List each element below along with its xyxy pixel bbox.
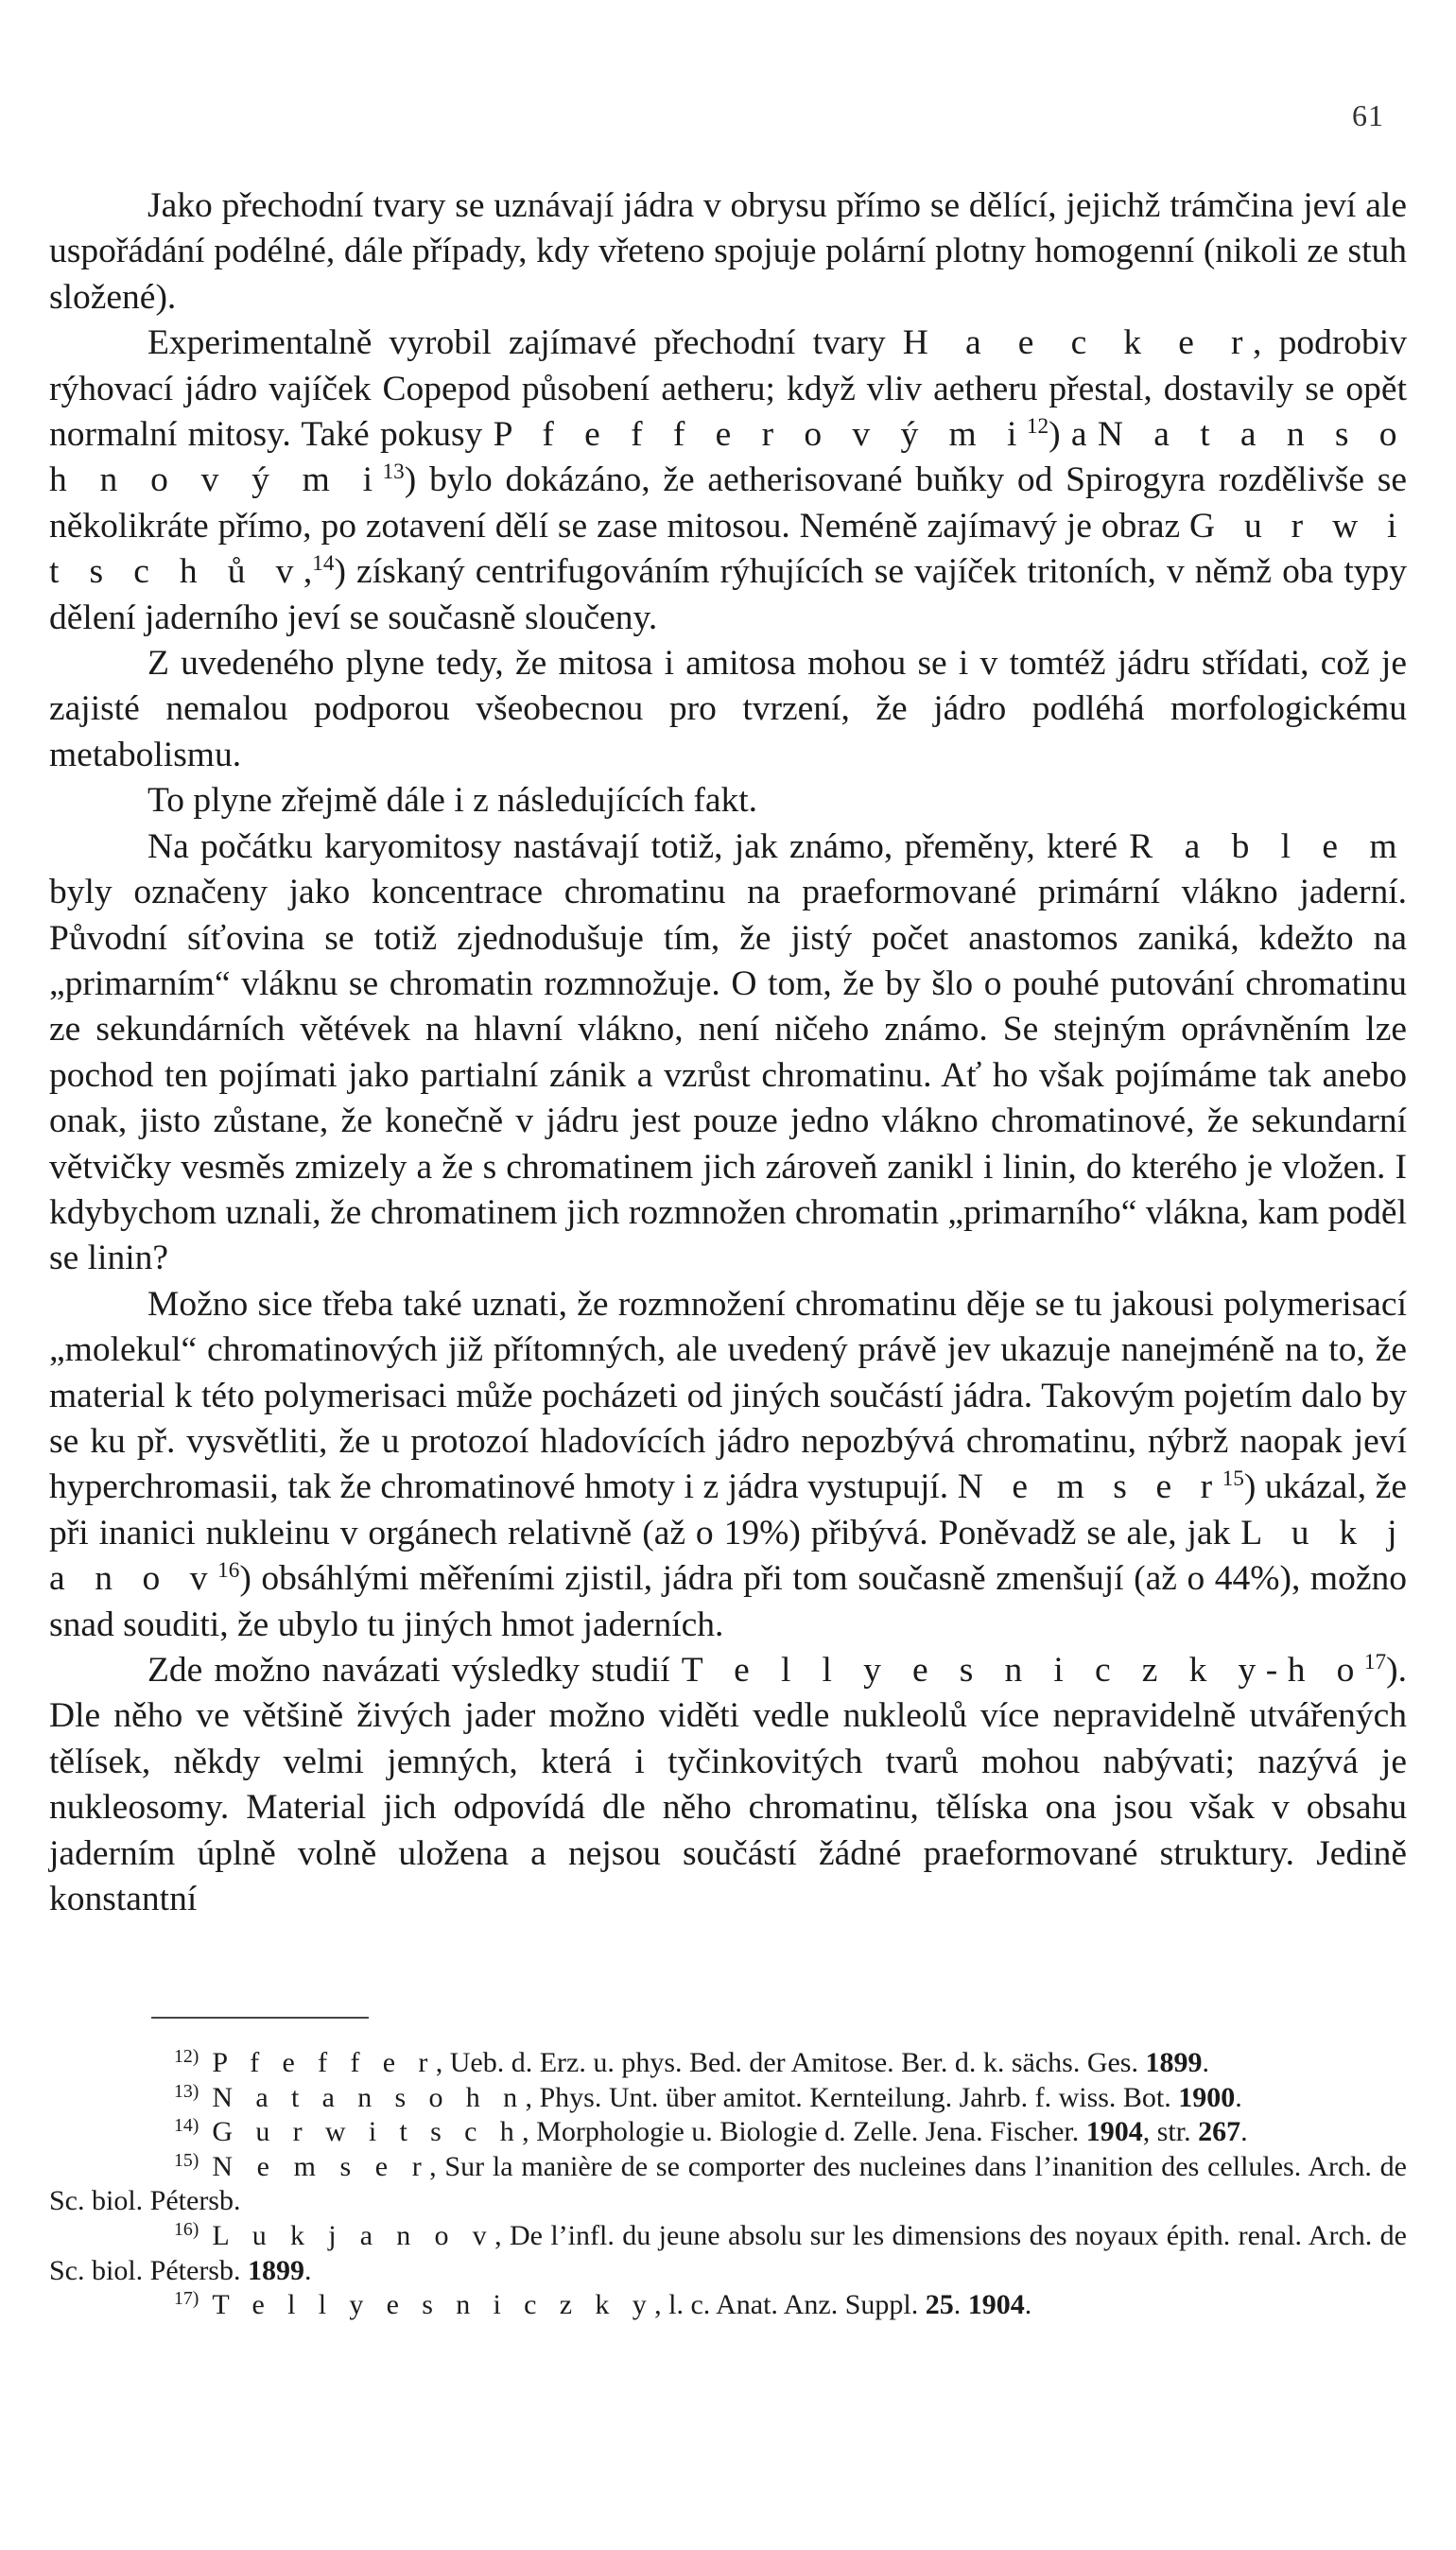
author-name: P f e f f e r o v ý m i <box>493 415 1027 455</box>
footnote-number: 16) <box>174 2219 199 2241</box>
footnote-number: 12) <box>174 2046 199 2068</box>
text-run: . <box>1240 2116 1248 2148</box>
footnote-13 <box>49 2081 1407 2116</box>
text-run: ) a <box>1049 415 1098 455</box>
text-run: . <box>953 2289 968 2321</box>
footnote-number: 15) <box>174 2149 199 2171</box>
text-run: , Morphologie u. Biologie d. Zelle. Jena. Fischer. <box>522 2116 1086 2148</box>
body-text <box>49 183 1407 1922</box>
text-run: Jako přechodní tvary se uznávají jádra v obrysu přímo se dělící, jejichž trámčina jeví ale uspořádání podélné, dále případy, kdy vřeteno spojuje polární plotny homogenní (nikoli ze stuh složené). <box>49 186 1407 317</box>
text-run: ) obsáhlými měřeními zjistil, jádra při tom současně zmenšují (až o 44%), možno snad souditi, že ubylo tu jiných hmot jaderních. <box>49 1559 1407 1644</box>
paragraph-7 <box>49 1648 1407 1922</box>
text-run: , <box>303 552 313 592</box>
text-run: Možno sice třeba také uznati, že rozmnožení chromatinu děje se tu jakousi polymerisací „molekul“ chromatinových již přítomných, ale uvedený právě jev ukazuje nanejméně na to, že material k této polymerisaci může pocházeti od jiných součástí jádra. Takovým pojetím dalo by se ku př. vysvětliti, že u protozoí hladovících jádro nepozbývá chromatinu, nýbrž naopak jeví hyperchromasii, tak že chromatinové hmoty i z jádra vystupují. <box>49 1284 1407 1507</box>
footnote-12 <box>49 2046 1407 2081</box>
bold-number: 1900 <box>1178 2081 1236 2113</box>
text-run: , Sur la manière de se comporter des nucleines dans l’inanition des cellules. Arch. de Sc. biol. Pétersb. <box>49 2150 1407 2217</box>
footnote-number: 14) <box>174 2115 199 2137</box>
footnote-ref: 14 <box>312 551 335 577</box>
author-name: P f e f f e r <box>212 2047 436 2078</box>
footnote-number: 13) <box>174 2080 199 2102</box>
text-run: . <box>304 2254 312 2286</box>
bold-number: 1899 <box>1145 2047 1203 2078</box>
author-name: L u k j a n o v <box>49 1513 1407 1599</box>
text-run: Zde možno navázati výsledky studií <box>147 1651 682 1690</box>
author-name: N e m s e r <box>212 2150 430 2182</box>
footnote-ref: 13 <box>382 460 405 485</box>
text-run: , Ueb. d. Erz. u. phys. Bed. der Amitose. Ber. d. k. sächs. Ges. <box>435 2047 1146 2078</box>
text-run: , str. <box>1142 2116 1199 2148</box>
text-run: Experimentalně vyrobil zajímavé přechodní tvary <box>147 323 903 363</box>
paragraph-2 <box>49 321 1407 641</box>
text-run: To plyne zřejmě dále i z následujících fakt. <box>147 781 758 821</box>
paragraph-5 <box>49 824 1407 1282</box>
footnote-ref: 16 <box>217 1558 240 1584</box>
bold-number: 25 <box>925 2289 954 2321</box>
author-name: N a t a n s o h n o v ý m i <box>49 415 1408 500</box>
author-name: N a t a n s o h n <box>212 2081 526 2113</box>
footnote-number: 17) <box>174 2288 199 2310</box>
author-name: N e m s e r <box>957 1467 1222 1507</box>
bold-number: 1904 <box>967 2289 1025 2321</box>
footnote-ref: 17 <box>1363 1650 1387 1675</box>
text-run: byly označeny jako koncentrace chromatinu na praeformované primární vlákno jaderní. Původní síťovina se totiž zjednodušuje tím, že jistý počet anastomos zaniká, kdežto na „primarním“ vláknu se chromatin rozmnožuje. O tom, že by šlo o pouhé putování chromatinu ze sekundárních větévek na hlavní vlákno, není ničeho známo. Se stejným oprávněním lze pochod ten pojímati jako partialní zánik a vzrůst chromatinu. Ať ho však pojímáme tak anebo onak, jisto zůstane, že konečně v jádru jest pouze jedno vlákno chromatinové, že sekundarní větvičky vesměs zmizely a že s chromatinem jich zároveň zanikl i linin, do kterého je vložen. I kdybychom uznali, že chromatinem jich rozmnožen chromatin „primarního“ vlákna, kam poděl se linin? <box>49 873 1407 1278</box>
paragraph-3 <box>49 641 1407 778</box>
author-name: G u r w i t s c h ů v <box>49 506 1407 592</box>
text-run: ). Dle něho ve většině živých jader možno viděti vedle nukleolů více nepravidelně utvářených tělísek, někdy velmi jemných, která i tyčinkovitých tvarů mohou nabývati; nazývá je nukleosomy. Material jich odpovídá dle něho chromatinu, tělíska ona jsou však v obsahu jaderním úplně volně uložena a nejsou součástí žádné praeformované struktury. Jedině konstantní <box>49 1651 1407 1919</box>
footnote-ref: 15 <box>1222 1466 1244 1492</box>
author-name: R a b l e m <box>1129 826 1407 866</box>
text-run: ) získaný centrifugováním rýhujících se vajíček tritoních, v němž oba typy dělení jaderního jeví se současně sloučeny. <box>49 552 1407 637</box>
footnote-ref: 12 <box>1026 414 1049 440</box>
text-run: Z uvedeného plyne tedy, že mitosa i amitosa mohou se i v tomtéž jádru střídati, což je zajisté nemalou podporou všeobecnou pro tvrzení, že jádro podléhá morfologickému metabolismu. <box>49 644 1407 774</box>
author-name: H a e c k e r <box>902 323 1254 363</box>
author-name: T e l l y e s n i c z k y <box>212 2289 655 2321</box>
text-run: . <box>1202 2047 1209 2078</box>
text-run: . <box>1235 2081 1242 2113</box>
paragraph-4 <box>49 778 1407 824</box>
author-name: G u r w i t s c h <box>212 2116 523 2148</box>
footnote-14 <box>49 2115 1407 2150</box>
footnote-separator <box>151 2017 369 2019</box>
text-run: ) ukázal, že při inanici nukleinu v orgánech relativně (až o 19%) přibývá. Poněvadž se ale, jak <box>49 1467 1408 1553</box>
footnotes <box>49 2046 1407 2323</box>
text-run: Na počátku karyomitosy nastávají totiž, jak známo, přeměny, které <box>147 826 1130 866</box>
text-run: ) bylo dokázáno, že aetherisované buňky od Spirogyra rozdělivše se několikráte přímo, po zotavení dělí se zase mitosou. Neméně zajímavý je obraz <box>49 460 1407 546</box>
paragraph-6 <box>49 1282 1407 1648</box>
author-name: L u k j a n o v <box>212 2219 495 2251</box>
text-run: , Phys. Unt. über amitot. Kernteilung. Jahrb. f. wiss. Bot. <box>525 2081 1179 2113</box>
author-name: T e l l y e s n i c z k y-h o <box>681 1651 1364 1690</box>
footnote-17 <box>49 2288 1407 2323</box>
bold-number: 267 <box>1198 2116 1241 2148</box>
text-run: , De l’infl. du jeune absolu sur les dimensions des noyaux épith. renal. Arch. de Sc. biol. Pétersb. <box>49 2219 1407 2286</box>
text-run: , l. c. Anat. Anz. Suppl. <box>654 2289 926 2321</box>
text-run: . <box>1024 2289 1032 2321</box>
page-number: 61 <box>1352 98 1384 132</box>
footnote-16 <box>49 2219 1407 2288</box>
text-run: , podrobiv rýhovací jádro vajíček Copepod působení aetheru; když vliv aetheru přestal, dostavily se opět normalní mitosy. Také pokusy <box>49 323 1407 455</box>
paragraph-1 <box>49 183 1407 321</box>
bold-number: 1899 <box>248 2254 304 2286</box>
bold-number: 1904 <box>1085 2116 1143 2148</box>
footnote-15 <box>49 2150 1407 2219</box>
